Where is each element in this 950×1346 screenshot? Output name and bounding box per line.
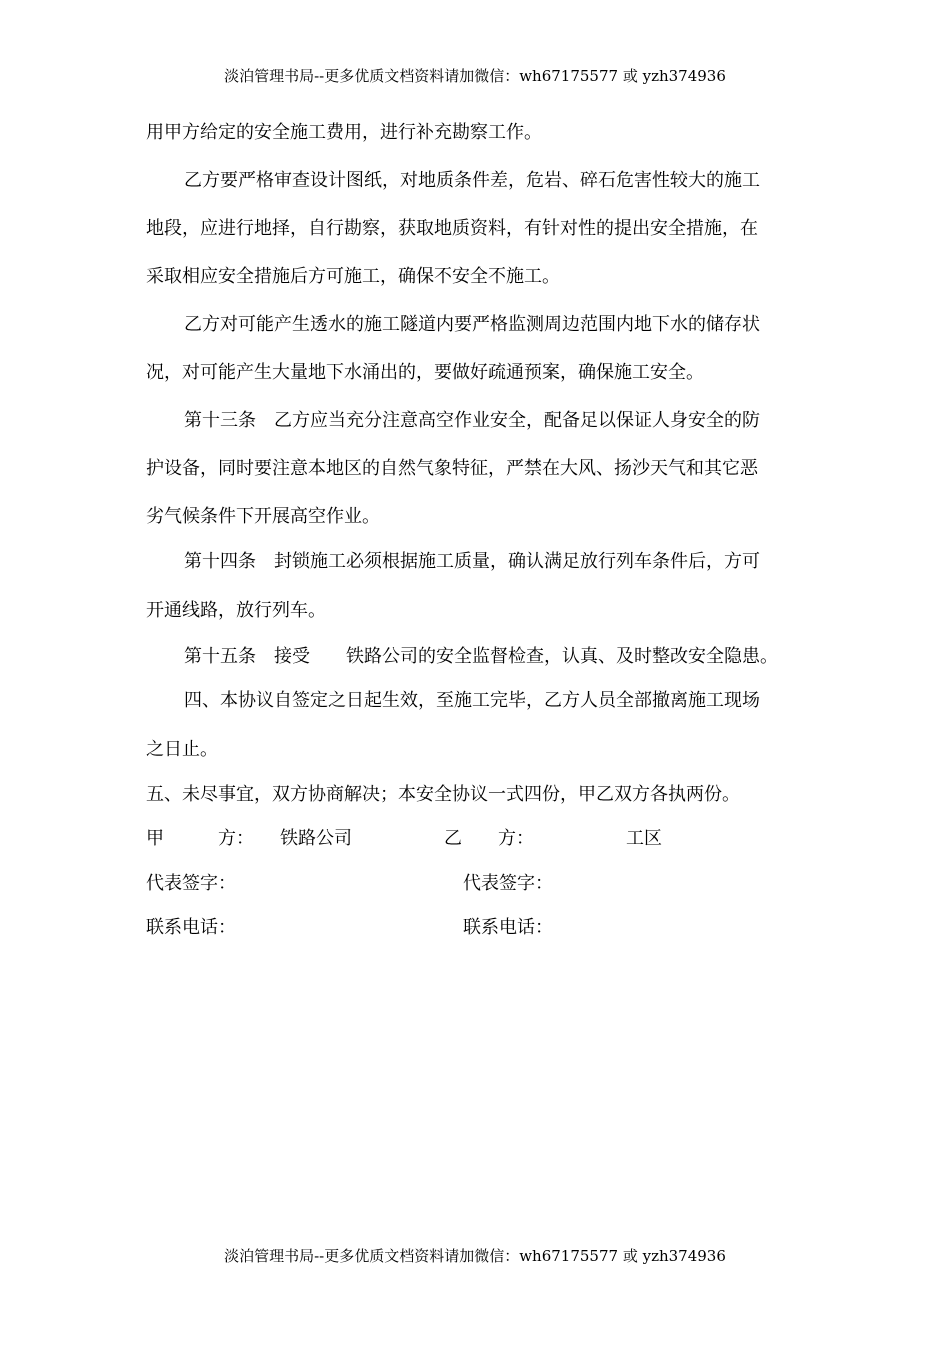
body-line-7: 第十三条 乙方应当充分注意高空作业安全，配备足以保证人身安全的防	[184, 410, 760, 431]
phone-b: 联系电话：	[463, 917, 553, 938]
party-a-value: 铁路公司	[280, 828, 352, 849]
body-line-2: 乙方要严格审查设计图纸，对地质条件差，危岩、碎石危害性较大的施工	[184, 170, 760, 191]
body-line-3: 地段，应进行地择，自行勘察，获取地质资料，有针对性的提出安全措施，在	[146, 218, 758, 239]
page-header: 淡泊管理书局--更多优质文档资料请加微信：wh67175577 或 yzh374936	[224, 67, 726, 85]
page-footer: 淡泊管理书局--更多优质文档资料请加微信：wh67175577 或 yzh374936	[224, 1247, 726, 1265]
party-b-label: 乙 方：	[444, 828, 534, 849]
body-line-11: 开通线路，放行列车。	[146, 600, 326, 621]
body-line-8: 护设备，同时要注意本地区的自然气象特征，严禁在大风、扬沙天气和其它恶	[146, 458, 758, 479]
body-line-9: 劣气候条件下开展高空作业。	[146, 506, 380, 527]
party-b-value: 工区	[626, 828, 662, 849]
phone-a: 联系电话：	[146, 917, 236, 938]
party-a-label: 甲 方：	[146, 828, 254, 849]
body-line-14: 之日止。	[146, 739, 218, 760]
body-line-4: 采取相应安全措施后方可施工，确保不安全不施工。	[146, 266, 560, 287]
body-line-10: 第十四条 封锁施工必须根据施工质量，确认满足放行列车条件后，方可	[184, 551, 760, 572]
body-line-6: 况，对可能产生大量地下水涌出的，要做好疏通预案，确保施工安全。	[146, 362, 704, 383]
body-line-15: 五、未尽事宜，双方协商解决；本安全协议一式四份，甲乙双方各执两份。	[146, 784, 740, 805]
body-line-12: 第十五条 接受 铁路公司的安全监督检查，认真、及时整改安全隐患。	[184, 646, 778, 667]
body-line-13: 四、本协议自签定之日起生效，至施工完毕，乙方人员全部撤离施工现场	[184, 690, 760, 711]
rep-sign-a: 代表签字：	[146, 873, 236, 894]
body-line-5: 乙方对可能产生透水的施工隧道内要严格监测周边范围内地下水的储存状	[184, 314, 760, 335]
rep-sign-b: 代表签字：	[463, 873, 553, 894]
body-line-1: 用甲方给定的安全施工费用，进行补充勘察工作。	[146, 122, 542, 143]
